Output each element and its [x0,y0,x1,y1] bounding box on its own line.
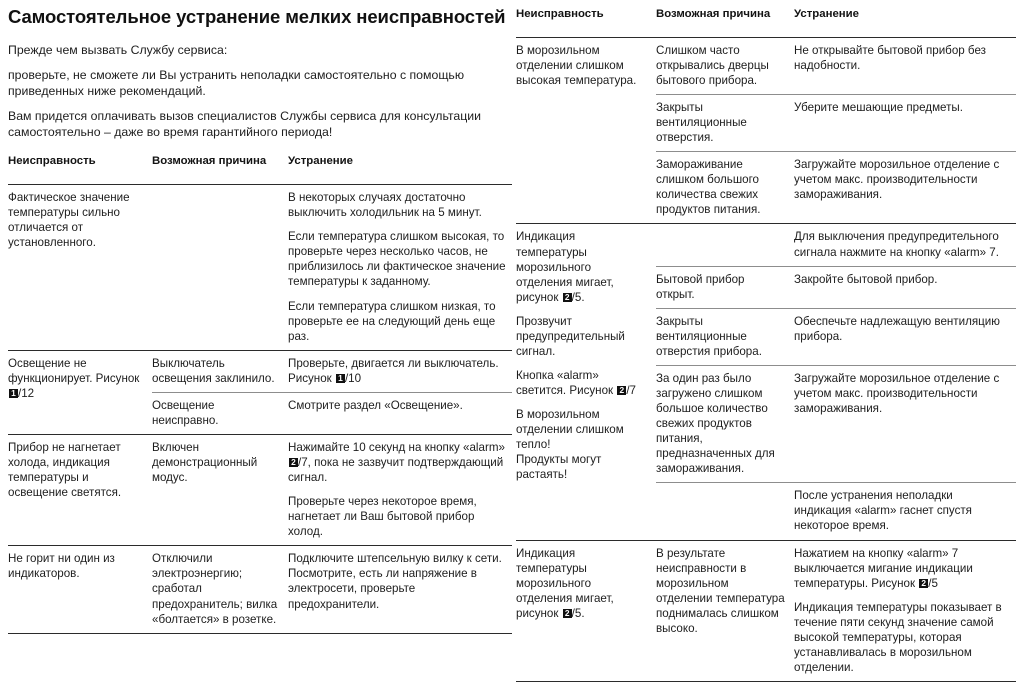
table-row [516,37,1016,94]
cell-paragraph: Включен демонстрационный модус. [152,440,280,485]
cell-paragraph: Не горит ни один из индикаторов. [8,551,144,581]
figure-reference-icon: 2 [617,386,626,395]
cell-paragraph: Индикация температуры морозильного отделения мигает, рисунок 2 /5. Прозвучит предупредительный сигнал. Кнопка «alarm» светится. Рисунок 2 /7 В морозильном отделении слишком тепло! Продукты могут растаять! [516,229,648,482]
intro-block [8,42,512,140]
intro-paragraph: Вам придется оплачивать вызов специалистов Службы сервиса для консультации самостоятельно – даже во время гарантийного периода! [8,108,512,140]
cell-cause [152,434,288,545]
cell-cause [656,152,794,224]
cell-remedy [794,540,1016,682]
column-header-cause: Возможная причина [656,6,794,26]
column-header-remedy: Устранение [794,6,1016,26]
table-header [516,6,1016,37]
cell-paragraph: В морозильном отделении слишком высокая температура. [516,43,648,88]
cell-paragraph: Нажимайте 10 секунд на кнопку «alarm» 2 /7, пока не зазвучит подтверждающий сигнал. [288,440,508,485]
cell-cause [656,308,794,365]
cell-paragraph: Индикация температуры показывает в течение пяти секунд значение самой высокой температуры, которая устанавливалась в морозильном отделении. [794,600,1012,675]
header-divider [516,26,1016,38]
cell-cause [656,37,794,94]
troubleshooting-table-left [8,153,512,633]
cell-remedy [794,37,1016,94]
cell-remedy [794,266,1016,308]
cell-remedy [288,546,512,633]
cell-paragraph: Бытовой прибор открыт. [656,272,786,302]
cell-paragraph: Смотрите раздел «Освещение». [288,398,508,413]
figure-reference-icon: 1 [336,374,345,383]
table-row [8,350,512,392]
cell-cause [656,365,794,482]
cell-paragraph: Подключите штепсельную вилку к сети. Посмотрите, есть ли напряжение в электросети, проверьте предохранители. [288,551,508,611]
cell-fault [8,350,152,434]
cell-paragraph: Для выключения предупредительного сигнала нажмите на кнопку «alarm» 7. [794,229,1012,259]
cell-cause [656,95,794,152]
table-row [516,224,1016,266]
cell-remedy [794,308,1016,365]
cell-paragraph: В некоторых случаях достаточно выключить холодильник на 5 минут. [288,190,508,220]
cell-remedy [794,152,1016,224]
figure-reference-icon: 2 [289,458,298,467]
cell-paragraph: Отключили электроэнергию; сработал предохранитель; вилка «болтается» в розетке. [152,551,280,626]
cell-paragraph: Не открывайте бытовой прибор без надобности. [794,43,1012,73]
cell-paragraph: Закрыты вентиляционные отверстия прибора. [656,314,786,359]
column-header-fault: Неисправность [8,153,152,173]
table-body [8,185,512,634]
cell-remedy [288,185,512,351]
left-column [8,0,512,634]
table-row [8,546,512,633]
troubleshooting-table-right [516,6,1016,682]
column-header-fault: Неисправность [516,6,656,26]
cell-paragraph: Освещение неисправно. [152,398,280,428]
cell-paragraph: Нажатием на кнопку «alarm» 7 выключается мигание индикации температуры. Рисунок 2 /5 [794,546,1012,591]
table-body [516,37,1016,681]
cell-cause [152,185,288,351]
cell-remedy [794,365,1016,482]
header-divider [8,173,512,185]
cell-cause [152,392,288,434]
table-row [8,434,512,545]
cell-paragraph: Закройте бытовой прибор. [794,272,1012,287]
cell-remedy [794,224,1016,266]
figure-reference-icon: 2 [919,579,928,588]
cell-paragraph: Замораживание слишком большого количества свежих продуктов питания. [656,157,786,217]
cell-paragraph: Проверьте через некоторое время, нагнетает ли Ваш бытовой прибор холод. [288,494,508,539]
table-row [8,185,512,351]
cell-paragraph: Уберите мешающие предметы. [794,100,1012,115]
table-header-row [8,153,512,173]
cell-fault [8,546,152,633]
cell-fault [516,224,656,540]
paragraph-gap [516,359,648,368]
intro-paragraph: Прежде чем вызвать Службу сервиса: [8,42,512,58]
right-column [516,6,1016,682]
figure-reference-icon: 1 [9,389,18,398]
cell-fault [8,434,152,545]
cell-paragraph: Прибор не нагнетает холода, индикация температуры и освещение светятся. [8,440,144,500]
cell-cause [656,266,794,308]
cell-paragraph: Загружайте морозильное отделение с учетом макс. производительности замораживания. [794,157,1012,202]
cell-cause [656,540,794,682]
column-header-remedy: Устранение [288,153,512,173]
cell-paragraph: Если температура слишком низкая, то проверьте ее на следующий день еще раз. [288,299,508,344]
paragraph-gap [516,305,648,314]
table-header-row [516,6,1016,26]
cell-paragraph: Индикация температуры морозильного отделения мигает, рисунок 2 /5. [516,546,648,621]
table-bottom-rule [8,633,512,634]
paragraph-gap [516,398,648,407]
cell-paragraph: Освещение не функционирует. Рисунок 1 /12 [8,356,144,401]
cell-remedy [794,95,1016,152]
cell-paragraph: Проверьте, двигается ли выключатель. Рисунок 1 /10 [288,356,508,386]
cell-remedy [794,483,1016,540]
page-title: Самостоятельное устранение мелких неисправностей [8,6,512,28]
table-row [516,540,1016,682]
cell-paragraph: После устранения неполадки индикация «alarm» гаснет спустя некоторое время. [794,488,1012,533]
cell-paragraph: За один раз было загружено слишком большое количество свежих продуктов питания, предназначенных для замораживания. [656,371,786,476]
cell-cause [152,546,288,633]
cell-cause [656,224,794,266]
cell-fault [516,540,656,682]
cell-remedy [288,350,512,392]
intro-paragraph: проверьте, не сможете ли Вы устранить неполадки самостоятельно с помощью приведенных ниже рекомендаций. [8,67,512,99]
figure-reference-icon: 2 [563,609,572,618]
cell-paragraph: Загружайте морозильное отделение с учетом макс. производительности замораживания. [794,371,1012,416]
cell-fault [8,185,152,351]
figure-reference-icon: 2 [563,293,572,302]
table-header [8,153,512,184]
cell-cause [656,483,794,540]
cell-fault [516,37,656,224]
cell-paragraph: Закрыты вентиляционные отверстия. [656,100,786,145]
cell-paragraph: В результате неисправности в морозильном отделении температура поднималась слишком высоко. [656,546,786,636]
cell-paragraph: Выключатель освещения заклинило. [152,356,280,386]
cell-paragraph: Если температура слишком высокая, то проверьте через несколько часов, не приблизилось ли фактическое значение температуры к заданному. [288,229,508,289]
cell-cause [152,350,288,392]
cell-paragraph: Слишком часто открывались дверцы бытового прибора. [656,43,786,88]
cell-paragraph: Фактическое значение температуры сильно отличается от установленного. [8,190,144,250]
column-header-cause: Возможная причина [152,153,288,173]
table-footer [8,633,512,634]
cell-remedy [288,434,512,545]
cell-paragraph: Обеспечьте надлежащую вентиляцию прибора. [794,314,1012,344]
cell-remedy [288,392,512,434]
